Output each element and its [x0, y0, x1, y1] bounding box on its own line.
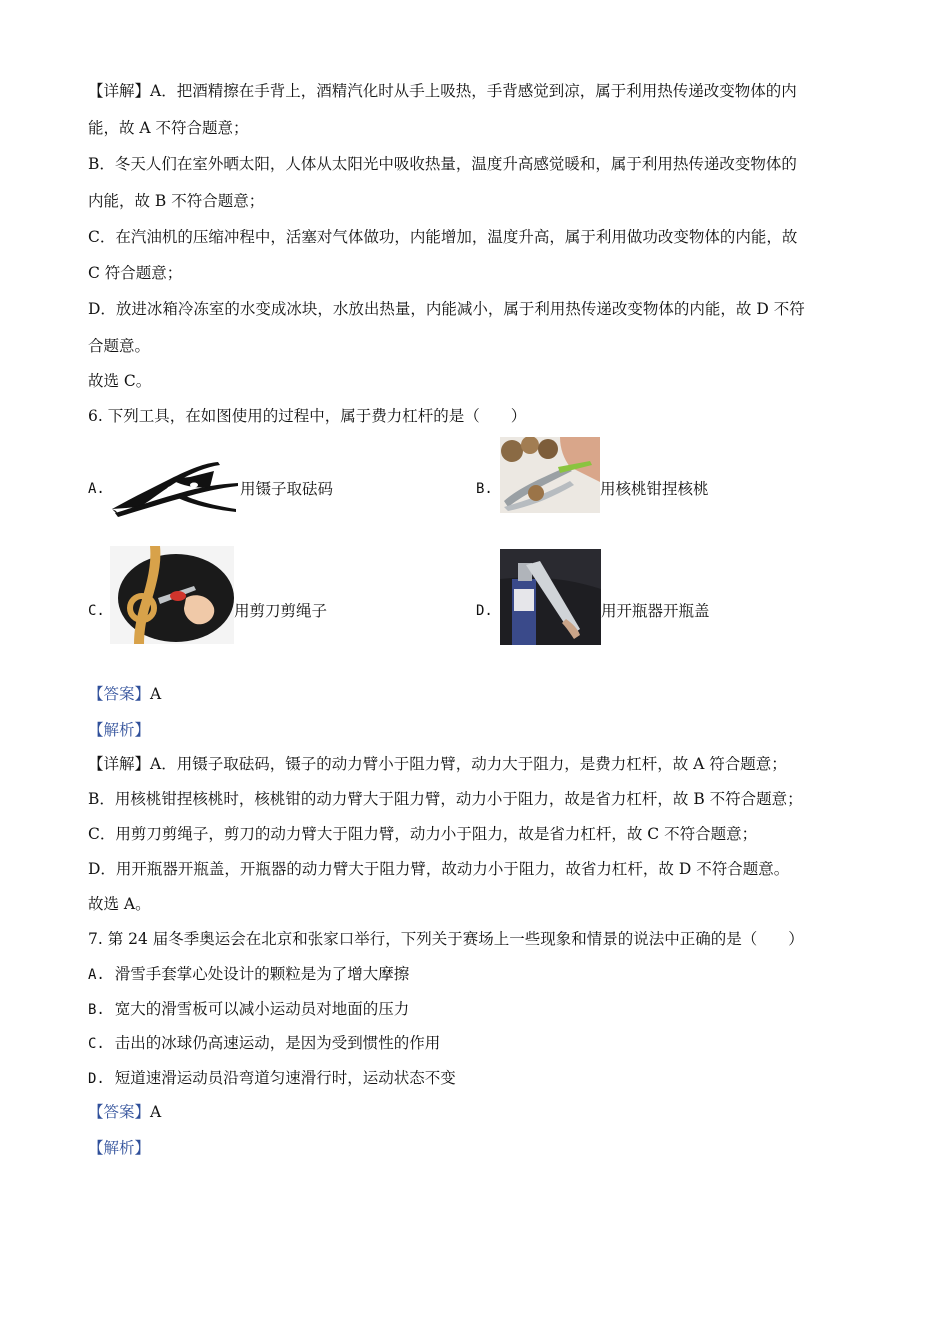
nutcracker-image — [500, 437, 600, 513]
q5-explain-b-line1: B．冬天人们在室外晒太阳，人体从太阳光中吸收热量，温度升高感觉暖和，属于利用热传递改变物体的 — [88, 155, 797, 173]
q6-analysis-label: 【解析】 — [88, 721, 151, 739]
q7-answer-label: 【答案】 — [88, 1103, 151, 1121]
q5-conclusion: 故选 C。 — [88, 372, 152, 390]
q7-option-a — [88, 964, 409, 985]
q7-option-b — [88, 999, 409, 1020]
q5-explain-c-line2: C 符合题意； — [88, 264, 183, 282]
q7-option-d-text: 短道速滑运动员沿弯道匀速滑行时，运动状态不变 — [114, 1069, 456, 1087]
q7-option-c-letter: C. — [88, 1036, 105, 1052]
q7-option-d — [88, 1068, 456, 1089]
q6-option-b-letter: B. — [476, 481, 493, 497]
scissors-rope-image — [110, 546, 234, 644]
q7-option-b-text: 宽大的滑雪板可以减小运动员对地面的压力 — [114, 1000, 410, 1018]
q6-explain-d: D．用开瓶器开瓶盖，开瓶器的动力臂大于阻力臂，故动力小于阻力，故省力杠杆，故 D 不符合题意。 — [88, 860, 790, 878]
q7-option-c — [88, 1033, 440, 1054]
q7-answer-row — [88, 1102, 161, 1122]
q6-stem: 6. 下列工具，在如图使用的过程中，属于费力杠杆的是（ ） — [88, 407, 527, 425]
q6-explain-c: C．用剪刀剪绳子，剪刀的动力臂大于阻力臂，动力小于阻力，故是省力杠杆，故 C 不符合题意； — [88, 825, 758, 843]
q5-explain-c-line1: C．在汽油机的压缩冲程中，活塞对气体做功，内能增加，温度升高，属于利用做功改变物体的内能，故 — [88, 228, 798, 246]
q6-option-d-letter: D. — [476, 603, 493, 619]
q7-stem: 7. 第 24 届冬季奥运会在北京和张家口举行，下列关于赛场上一些现象和情景的说法中正确的是（ ） — [88, 930, 804, 948]
q6-answer-value: A — [150, 685, 162, 703]
q6-answer-label: 【答案】 — [88, 685, 151, 703]
q7-option-a-text: 滑雪手套掌心处设计的颗粒是为了增大摩擦 — [114, 965, 410, 983]
q7-answer-value: A — [150, 1103, 162, 1121]
bottle-opener-image — [500, 549, 601, 645]
q5-explain-b-line2: 内能，故 B 不符合题意； — [88, 192, 265, 210]
q6-option-c-caption: 用剪刀剪绳子 — [234, 602, 328, 620]
q5-explain-d-line1: D．放进冰箱冷冻室的水变成冰块，水放出热量，内能减小，属于利用热传递改变物体的内能，故 D 不符 — [88, 300, 805, 318]
q6-option-d-caption: 用开瓶器开瓶盖 — [601, 602, 710, 620]
tweezers-image — [110, 459, 240, 519]
q7-option-b-letter: B. — [88, 1002, 105, 1018]
q6-option-a-letter: A. — [88, 481, 105, 497]
q6-answer-row — [88, 684, 161, 704]
q7-option-c-text: 击出的冰球仍高速运动，是因为受到惯性的作用 — [114, 1034, 441, 1052]
q6-option-a-caption: 用镊子取砝码 — [240, 480, 334, 498]
q5-explain-d-line2: 合题意。 — [88, 337, 151, 355]
q6-explain-a: 【详解】A．用镊子取砝码，镊子的动力臂小于阻力臂，动力大于阻力，是费力杠杆，故 A 符合题意； — [88, 755, 787, 773]
q7-option-d-letter: D. — [88, 1071, 105, 1087]
q6-explain-b: B．用核桃钳捏核桃时，核桃钳的动力臂大于阻力臂，动力小于阻力，故是省力杠杆，故 B 不符合题意； — [88, 790, 803, 808]
q7-option-a-letter: A. — [88, 967, 105, 983]
q5-explain-a-line2: 能，故 A 不符合题意； — [88, 119, 249, 137]
q5-explain-a-line1: 【详解】A．把酒精擦在手背上，酒精汽化时从手上吸热，手背感觉到凉，属于利用热传递改变物体的内 — [88, 82, 797, 100]
q6-option-b-caption: 用核桃钳捏核桃 — [600, 480, 709, 498]
q6-option-c-letter: C. — [88, 603, 105, 619]
q6-conclusion: 故选 A。 — [88, 895, 151, 913]
q7-analysis-label: 【解析】 — [88, 1139, 151, 1157]
